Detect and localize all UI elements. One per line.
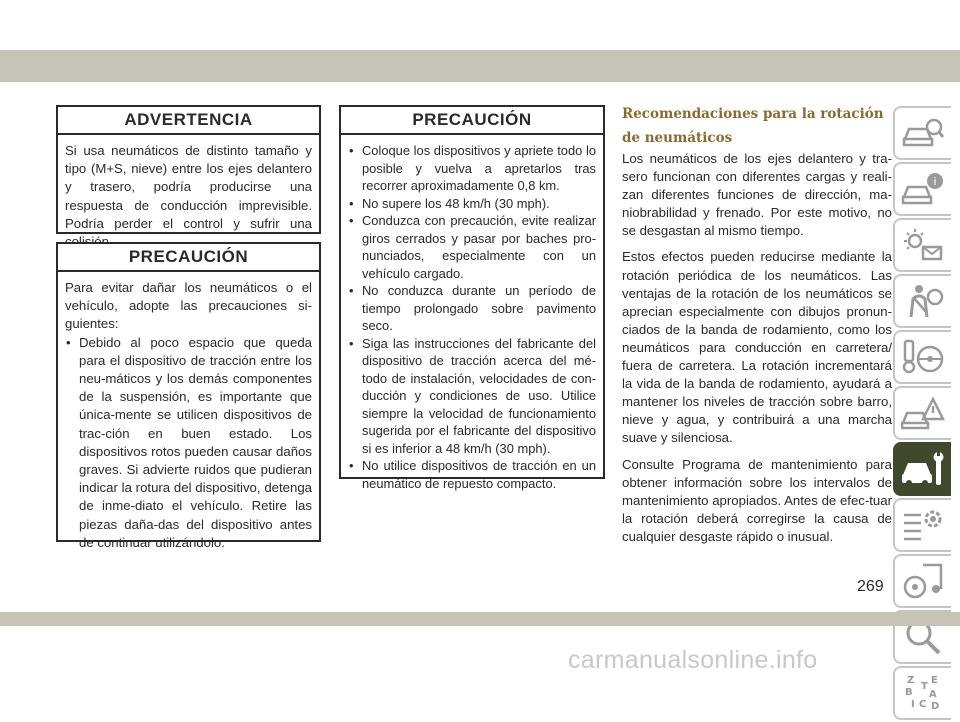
tab-car-info[interactable] bbox=[893, 162, 951, 216]
list-item: • No conduzca durante un período de tiempo prolongado sobre pavimento seco. bbox=[348, 282, 596, 335]
car-magnifier-icon bbox=[901, 113, 945, 153]
tab-multimedia[interactable] bbox=[893, 554, 951, 608]
svg-text:Z: Z bbox=[907, 675, 915, 686]
watermark: carmanualsonline.info bbox=[568, 646, 818, 674]
caution-box-2 bbox=[339, 105, 605, 491]
top-band bbox=[0, 50, 960, 82]
list-item: • Siga las instrucciones del fabricante del dispositivo de tracción acerca del mé-todo de instalación, velocidades de con-ducción y condiciones de uso. Utilice siempre la velocidad de funcionamiento sugerida por el fabricante del dispositivo si es inferior a 48 km/h (30 mph). bbox=[348, 335, 596, 458]
tab-key-steering[interactable] bbox=[893, 330, 951, 384]
section-title: Recomendaciones para la rotación de neumáticos bbox=[622, 106, 884, 146]
chapter-tabs bbox=[893, 106, 953, 722]
svg-text:I: I bbox=[911, 699, 915, 710]
svg-text:C: C bbox=[919, 699, 927, 710]
car-info-icon bbox=[901, 169, 945, 209]
bottom-band bbox=[0, 612, 960, 626]
list-item: • Debido al poco espacio que queda para el dispositivo de tracción entre los neu-máticos y los demás componentes de la suspensión, es importante que única-mente se utilicen dispositivos de trac-ción en buen estado. Los dispositivos rotos pueden causar daños graves. Si advierte ruidos que pudieran indicar la rotura del dispositivo, detenga de inme-diato el vehículo. Retire las piezas daña-das del dispositivo antes de continuar utilizándolo. bbox=[65, 334, 312, 552]
list-item: • Conduzca con precaución, evite realizar giros cerrados y pasar por baches pro-nunciados, especialmente con un vehículo cargado. bbox=[348, 212, 596, 282]
warning-box bbox=[56, 105, 321, 234]
svg-text:T: T bbox=[921, 681, 928, 692]
multimedia-icon bbox=[901, 561, 945, 601]
page-number: 269 bbox=[857, 578, 884, 595]
warning-text: Si usa neumáticos de distinto tamaño y tipo (M+S, nieve) entre los ejes delantero y trasero, podría producirse una respuesta de conducción imprevisible. Podría perder el control y sufrir una bbox=[65, 143, 312, 231]
tab-roadside[interactable] bbox=[893, 386, 951, 440]
caution-list-2 bbox=[348, 142, 596, 492]
warning-title: ADVERTENCIA bbox=[58, 107, 319, 135]
language-icon bbox=[901, 673, 945, 713]
tab-specs-gear[interactable] bbox=[893, 498, 951, 552]
svg-text:E: E bbox=[931, 675, 938, 686]
caution-box-1 bbox=[56, 242, 321, 550]
caution-list-1 bbox=[65, 334, 312, 552]
svg-text:A: A bbox=[929, 689, 937, 700]
list-item: • No supere los 48 km/h (30 mph). bbox=[348, 195, 596, 213]
specs-gear-icon bbox=[901, 505, 945, 545]
section-body bbox=[622, 150, 892, 554]
svg-text:D: D bbox=[931, 701, 940, 712]
list-item: • Coloque los dispositivos y apriete todo lo posible y vuelva a apretarlos tras recorrer aproximadamente 0,8 km. bbox=[348, 142, 596, 195]
svg-text:i: i bbox=[933, 175, 937, 188]
tab-car-magnifier[interactable] bbox=[893, 106, 951, 160]
caution-title-2: PRECAUCIÓN bbox=[341, 107, 603, 135]
tab-language[interactable] bbox=[893, 666, 951, 720]
paragraph: Los neumáticos de los ejes delantero y tra-sero funcionan con diferentes cargas y reali-zan diferentes funciones de dirección, ma-niobrabilidad y frenado. Por este motivo, no se desgastan al mismo tiempo. bbox=[622, 151, 892, 239]
tab-warning-lights[interactable] bbox=[893, 218, 951, 272]
key-steering-icon bbox=[901, 337, 945, 377]
tab-car-wrench[interactable] bbox=[893, 442, 951, 496]
caution-intro: Para evitar dañar los neumáticos o el vehículo, adopte las precauciones si-guientes: bbox=[65, 280, 312, 332]
car-wrench-icon bbox=[901, 449, 945, 489]
tab-seatbelt-airbag[interactable] bbox=[893, 274, 951, 328]
warning-lights-icon bbox=[901, 225, 945, 265]
seatbelt-airbag-icon bbox=[901, 281, 945, 321]
caution-title-1: PRECAUCIÓN bbox=[58, 244, 319, 272]
roadside-warning-icon bbox=[901, 393, 945, 433]
paragraph: Consulte Programa de mantenimiento para obtener información sobre los intervalos de mantenimiento apropiados. Antes de efec-tuar la rotación deberá corregirse la causa de cualquier desgaste rápido o inusual. bbox=[622, 456, 892, 544]
list-item: • No utilice dispositivos de tracción en un neumático de repuesto compacto. bbox=[348, 457, 596, 492]
svg-text:B: B bbox=[905, 687, 913, 698]
paragraph: Estos efectos pueden reducirse mediante la rotación periódica de los neumáticos. Las ventajas de la rotación de los neumáticos se aprecian especialmente con dibujos pronun-ciados de la banda de rodamiento, como los neumáticos para conducción en carretera/ fuera de carretera. La rotación incrementará la vida de la banda de rodamiento, ayudará a mantener los niveles de tracción sobre barro, nieve y agua, y contribuirá a una marcha suave y silenciosa. bbox=[622, 249, 892, 446]
